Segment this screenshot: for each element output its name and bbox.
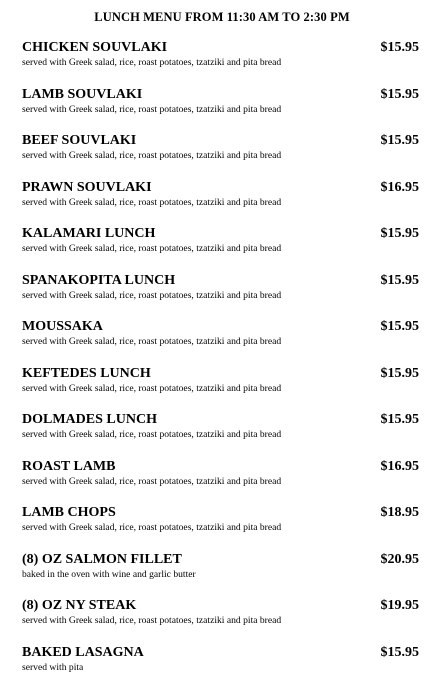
menu-item-name: BEEF SOUVLAKI bbox=[22, 133, 137, 148]
menu-item-price: $15.95 bbox=[380, 412, 419, 427]
menu-item-description: served with Greek salad, rice, roast potatoes, tzatziki and pita bread bbox=[22, 196, 282, 208]
menu-item-description: served with Greek salad, rice, roast potatoes, tzatziki and pita bread bbox=[22, 289, 282, 301]
menu-item-description: served with Greek salad, rice, roast potatoes, tzatziki and pita bread bbox=[22, 475, 282, 487]
menu-item-description: served with Greek salad, rice, roast potatoes, tzatziki and pita bread bbox=[22, 429, 282, 440]
menu-item-price: $16.95 bbox=[380, 179, 419, 195]
menu-item-moussaka bbox=[22, 319, 422, 366]
menu-item-name: CHICKEN SOUVLAKI bbox=[22, 40, 168, 55]
menu-item-description: served with Greek salad, rice, roast potatoes, tzatziki and pita bread bbox=[22, 615, 282, 626]
menu-item-name: KEFTEDES LUNCH bbox=[22, 365, 151, 381]
menu-item-name: (8) OZ SALMON FILLET bbox=[22, 551, 182, 567]
menu-item-name: LAMB SOUVLAKI bbox=[22, 86, 143, 102]
menu-item-chicken-souvlaki bbox=[22, 40, 422, 87]
menu-item-description: served with Greek salad, rice, roast potatoes, tzatziki and pita bread bbox=[22, 243, 282, 254]
menu-item-keftedes-lunch bbox=[22, 366, 422, 413]
menu-item-spanakopita-lunch bbox=[22, 273, 422, 320]
menu-item-price: $18.95 bbox=[380, 505, 419, 520]
menu-item-beef-souvlaki bbox=[22, 133, 422, 180]
menu-item-dolmades-lunch bbox=[22, 412, 422, 459]
menu-item-kalamari-lunch bbox=[22, 226, 422, 273]
menu-item-price: $15.95 bbox=[380, 226, 419, 241]
menu-item-price: $15.95 bbox=[380, 319, 419, 334]
menu-item-name: KALAMARI LUNCH bbox=[22, 226, 156, 241]
menu-item-price: $15.95 bbox=[380, 133, 419, 148]
menu-item-description: served with Greek salad, rice, roast potatoes, tzatziki and pita bread bbox=[22, 382, 282, 394]
menu-item-name: PRAWN SOUVLAKI bbox=[22, 179, 152, 195]
menu-item-price: $15.95 bbox=[380, 365, 419, 381]
menu-item-lamb-souvlaki bbox=[22, 87, 422, 134]
menu-item-price: $20.95 bbox=[380, 551, 419, 567]
menu-item-name: BAKED LASAGNA bbox=[22, 644, 144, 660]
menu-item-description: served with Greek salad, rice, roast potatoes, tzatziki and pita bread bbox=[22, 150, 282, 161]
menu-item-salmon-fillet bbox=[22, 552, 422, 599]
menu-item-name: LAMB CHOPS bbox=[22, 505, 116, 520]
menu-item-ny-steak bbox=[22, 598, 422, 645]
menu-item-price: $16.95 bbox=[380, 458, 419, 474]
menu-item-description: served with pita bbox=[22, 661, 84, 673]
menu-item-baked-lasagna bbox=[22, 645, 422, 692]
menu-item-lamb-chops bbox=[22, 505, 422, 552]
menu-item-name: DOLMADES LUNCH bbox=[22, 412, 157, 427]
menu-item-name: (8) OZ NY STEAK bbox=[22, 598, 137, 613]
menu-title: LUNCH MENU FROM 11:30 AM TO 2:30 PM bbox=[94, 10, 350, 24]
menu-item-price: $15.95 bbox=[380, 40, 419, 55]
menu-item-description: baked in the oven with wine and garlic butter bbox=[22, 568, 196, 580]
menu-item-price: $15.95 bbox=[380, 644, 419, 660]
menu-item-name: SPANAKOPITA LUNCH bbox=[22, 272, 176, 288]
menu-item-description: served with Greek salad, rice, roast potatoes, tzatziki and pita bread bbox=[22, 103, 282, 115]
menu-item-list bbox=[22, 40, 422, 691]
menu-item-description: served with Greek salad, rice, roast potatoes, tzatziki and pita bread bbox=[22, 336, 282, 347]
menu-item-description: served with Greek salad, rice, roast potatoes, tzatziki and pita bread bbox=[22, 57, 282, 68]
menu-item-price: $15.95 bbox=[380, 272, 419, 288]
menu-item-prawn-souvlaki bbox=[22, 180, 422, 227]
menu-item-price: $15.95 bbox=[380, 86, 419, 102]
menu-item-name: MOUSSAKA bbox=[22, 319, 103, 334]
menu-item-price: $19.95 bbox=[380, 598, 419, 613]
menu-item-roast-lamb bbox=[22, 459, 422, 506]
menu-item-description: served with Greek salad, rice, roast potatoes, tzatziki and pita bread bbox=[22, 522, 282, 533]
menu-item-name: ROAST LAMB bbox=[22, 458, 116, 474]
